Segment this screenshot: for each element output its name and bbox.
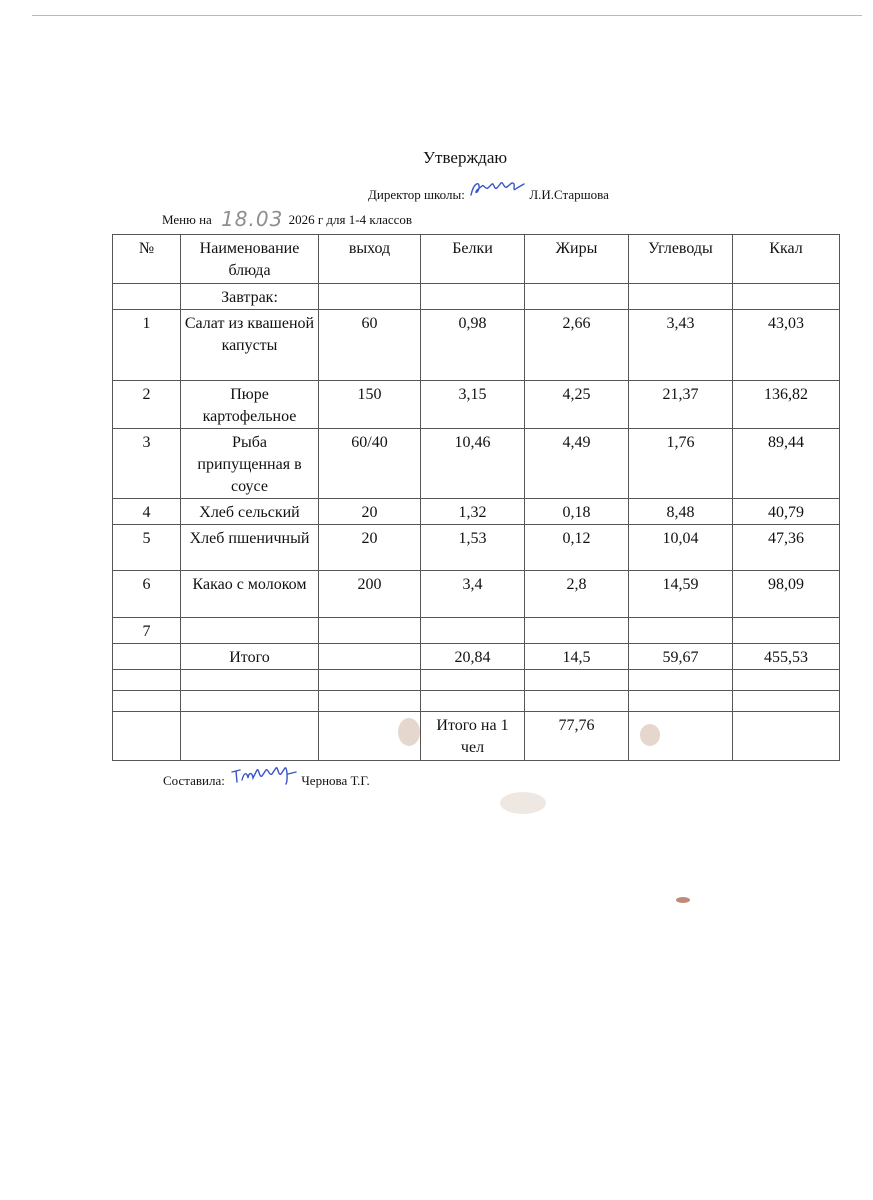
dish-yield: 60 [319, 310, 421, 381]
dish-fat: 0,12 [525, 525, 629, 571]
dish-fat: 4,49 [525, 429, 629, 499]
dish-yield: 150 [319, 381, 421, 429]
empty-row [113, 691, 840, 712]
section-row [113, 284, 840, 310]
dish-name: Салат из квашеной капусты [181, 310, 319, 381]
table-row [113, 381, 840, 429]
menu-table [112, 234, 840, 761]
table-row [113, 525, 840, 571]
per-person-row [113, 712, 840, 761]
dish-carbs: 8,48 [629, 499, 733, 525]
table-row [113, 618, 840, 644]
table-row [113, 499, 840, 525]
dish-yield: 60/40 [319, 429, 421, 499]
table-row [113, 310, 840, 381]
dish-carbs: 3,43 [629, 310, 733, 381]
dish-kcal: 136,82 [733, 381, 840, 429]
menu-label: Меню на [162, 212, 212, 227]
col-header-kcal: Ккал [733, 235, 840, 284]
dish-fat [525, 618, 629, 644]
total-carbs: 59,67 [629, 644, 733, 670]
director-line [368, 187, 609, 204]
dish-name: Хлеб сельский [181, 499, 319, 525]
dish-kcal: 43,03 [733, 310, 840, 381]
dish-name: Пюре картофельное [181, 381, 319, 429]
dish-yield: 200 [319, 571, 421, 618]
dish-carbs: 14,59 [629, 571, 733, 618]
compiled-by-line [163, 773, 370, 790]
dish-fat: 4,25 [525, 381, 629, 429]
total-row [113, 644, 840, 670]
dish-protein: 10,46 [421, 429, 525, 499]
row-number: 3 [113, 429, 181, 499]
dish-protein: 3,15 [421, 381, 525, 429]
per-person-label: Итого на 1 чел [421, 712, 525, 761]
per-person-value: 77,76 [525, 712, 629, 761]
row-number: 7 [113, 618, 181, 644]
director-name: Л.И.Старшова [529, 187, 609, 202]
col-header-protein: Белки [421, 235, 525, 284]
dish-carbs: 10,04 [629, 525, 733, 571]
total-kcal: 455,53 [733, 644, 840, 670]
paper-stain [640, 724, 660, 746]
col-header-number: № [113, 235, 181, 284]
director-label: Директор школы: [368, 187, 465, 202]
col-header-fat: Жиры [525, 235, 629, 284]
handwritten-date: 18.03 [221, 207, 284, 231]
col-header-yield: выход [319, 235, 421, 284]
dish-kcal [733, 618, 840, 644]
dish-protein: 1,53 [421, 525, 525, 571]
menu-suffix: 2026 г для 1-4 классов [288, 212, 413, 227]
dish-protein [421, 618, 525, 644]
dish-fat: 2,66 [525, 310, 629, 381]
dish-name: Рыба припущенная в соусе [181, 429, 319, 499]
dish-kcal: 40,79 [733, 499, 840, 525]
dish-carbs [629, 618, 733, 644]
dish-carbs: 21,37 [629, 381, 733, 429]
paper-stain [500, 792, 546, 814]
table-row [113, 571, 840, 618]
dish-protein: 3,4 [421, 571, 525, 618]
dish-yield [319, 618, 421, 644]
dish-protein: 0,98 [421, 310, 525, 381]
row-number: 5 [113, 525, 181, 571]
dish-protein: 1,32 [421, 499, 525, 525]
row-number: 4 [113, 499, 181, 525]
compiler-name: Чернова Т.Г. [301, 773, 370, 788]
col-header-dish: Наименование блюда [181, 235, 319, 284]
approval-title: Утверждаю [423, 148, 508, 167]
total-label: Итого [181, 644, 319, 670]
paper-stain [676, 897, 690, 903]
empty-row [113, 670, 840, 691]
total-fat: 14,5 [525, 644, 629, 670]
table-row [113, 429, 840, 499]
director-signature [468, 178, 526, 204]
row-number: 6 [113, 571, 181, 618]
dish-name: Хлеб пшеничный [181, 525, 319, 571]
row-number: 1 [113, 310, 181, 381]
paper-stain [398, 718, 420, 746]
dish-yield: 20 [319, 499, 421, 525]
dish-fat: 0,18 [525, 499, 629, 525]
compiler-signature [228, 762, 298, 790]
table-header-row [113, 235, 840, 284]
col-header-carbs: Углеводы [629, 235, 733, 284]
compiled-label: Составила: [163, 773, 225, 788]
dish-name: Какао с молоком [181, 571, 319, 618]
menu-date-line [162, 205, 412, 229]
total-protein: 20,84 [421, 644, 525, 670]
section-label: Завтрак: [181, 284, 319, 310]
top-border-line [32, 15, 862, 16]
dish-kcal: 47,36 [733, 525, 840, 571]
dish-fat: 2,8 [525, 571, 629, 618]
row-number: 2 [113, 381, 181, 429]
dish-kcal: 98,09 [733, 571, 840, 618]
dish-carbs: 1,76 [629, 429, 733, 499]
dish-kcal: 89,44 [733, 429, 840, 499]
dish-yield: 20 [319, 525, 421, 571]
dish-name [181, 618, 319, 644]
